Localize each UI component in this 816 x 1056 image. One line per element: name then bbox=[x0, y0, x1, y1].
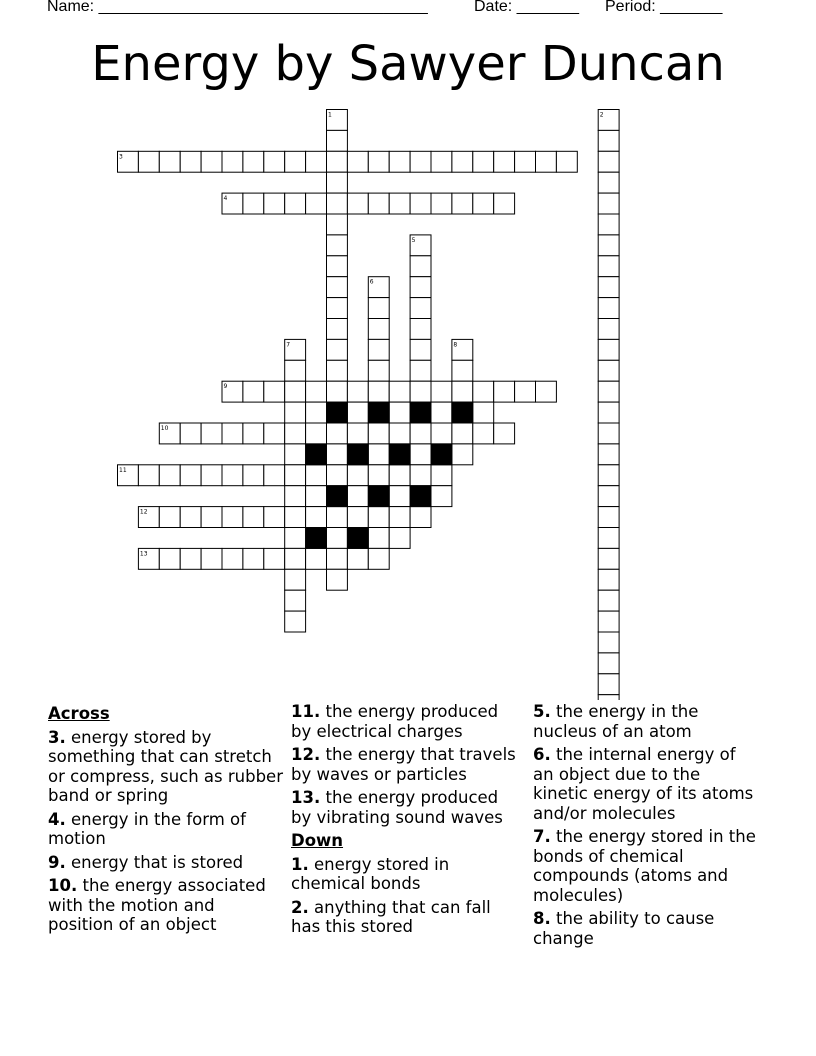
grid-cell[interactable] bbox=[222, 548, 243, 569]
grid-cell[interactable] bbox=[515, 151, 536, 172]
grid-cell[interactable] bbox=[473, 151, 494, 172]
date-field[interactable]: Date: _______ bbox=[474, 0, 579, 15]
grid-cell[interactable] bbox=[159, 507, 180, 528]
grid-cell[interactable] bbox=[159, 465, 180, 486]
grid-cell[interactable] bbox=[285, 611, 306, 632]
grid-cell[interactable] bbox=[201, 151, 222, 172]
clue-number-label: 5 bbox=[411, 236, 416, 244]
clue-number-label: 10 bbox=[160, 425, 169, 432]
grid-cell[interactable] bbox=[243, 423, 264, 444]
grid-cell[interactable] bbox=[389, 402, 410, 423]
grid-cell[interactable] bbox=[327, 193, 348, 214]
grid-cell[interactable] bbox=[264, 151, 285, 172]
grid-cell[interactable] bbox=[431, 151, 452, 172]
clue-text: energy that is stored bbox=[65, 852, 244, 872]
grid-cell[interactable] bbox=[201, 423, 222, 444]
clue-number: 12. bbox=[291, 745, 321, 764]
grid-cell[interactable] bbox=[598, 298, 619, 319]
grid-cell[interactable] bbox=[431, 402, 452, 423]
clue-number: 9. bbox=[48, 852, 66, 872]
grid-cell[interactable] bbox=[598, 590, 619, 611]
grid-cell[interactable] bbox=[306, 548, 327, 569]
clue-across-12 bbox=[291, 745, 523, 784]
grid-cell[interactable] bbox=[264, 507, 285, 528]
grid-cell[interactable] bbox=[598, 423, 619, 444]
grid-cell[interactable] bbox=[368, 360, 389, 381]
grid-cell[interactable] bbox=[285, 381, 306, 402]
grid-cell[interactable] bbox=[598, 277, 619, 298]
grid-block bbox=[431, 444, 452, 465]
grid-cell[interactable] bbox=[452, 423, 473, 444]
grid-cell[interactable] bbox=[306, 423, 327, 444]
clue-number: 1. bbox=[291, 854, 309, 874]
grid-cell[interactable] bbox=[368, 381, 389, 402]
grid-cell[interactable] bbox=[389, 423, 410, 444]
grid-cell[interactable] bbox=[410, 193, 431, 214]
clue-number-label: 4 bbox=[223, 195, 228, 203]
clue-text: the energy produced by vibrating sound waves bbox=[291, 788, 503, 827]
grid-block bbox=[452, 402, 473, 423]
grid-cell[interactable] bbox=[410, 444, 431, 465]
grid-cell[interactable] bbox=[285, 548, 306, 569]
grid-cell[interactable] bbox=[598, 569, 619, 590]
grid-cell[interactable] bbox=[347, 402, 368, 423]
grid-cell[interactable] bbox=[264, 381, 285, 402]
grid-cell[interactable] bbox=[306, 193, 327, 214]
grid-cell[interactable] bbox=[598, 214, 619, 235]
grid-cell[interactable] bbox=[285, 402, 306, 423]
grid-cell[interactable] bbox=[327, 339, 348, 360]
clue-text: energy in the form of motion bbox=[48, 809, 246, 848]
grid-block bbox=[389, 444, 410, 465]
grid-cell[interactable] bbox=[410, 151, 431, 172]
grid-cell[interactable] bbox=[201, 507, 222, 528]
across-heading: Across bbox=[48, 704, 110, 723]
grid-block bbox=[347, 528, 368, 549]
grid-cell[interactable] bbox=[264, 423, 285, 444]
grid-cell[interactable] bbox=[222, 507, 243, 528]
page-title: Energy by Sawyer Duncan bbox=[91, 36, 725, 92]
grid-cell[interactable] bbox=[598, 319, 619, 340]
grid-cell[interactable] bbox=[368, 548, 389, 569]
grid-cell[interactable] bbox=[180, 465, 201, 486]
grid-cell[interactable] bbox=[285, 423, 306, 444]
grid-cell[interactable] bbox=[264, 465, 285, 486]
grid-cell[interactable] bbox=[180, 151, 201, 172]
grid-cell[interactable] bbox=[410, 507, 431, 528]
clue-number-label: 13 bbox=[139, 550, 148, 558]
clue-number-label: 9 bbox=[223, 383, 228, 391]
grid-block bbox=[410, 402, 431, 423]
grid-cell[interactable] bbox=[243, 151, 264, 172]
grid-cell[interactable] bbox=[368, 339, 389, 360]
grid-cell[interactable] bbox=[347, 548, 368, 569]
grid-cell[interactable] bbox=[222, 423, 243, 444]
grid-block bbox=[410, 486, 431, 507]
grid-block bbox=[368, 402, 389, 423]
grid-cell[interactable] bbox=[598, 172, 619, 193]
grid-cell[interactable] bbox=[598, 360, 619, 381]
grid-cell[interactable] bbox=[598, 528, 619, 549]
clue-down-6 bbox=[533, 745, 757, 823]
grid-cell[interactable] bbox=[410, 298, 431, 319]
grid-cell[interactable] bbox=[536, 381, 557, 402]
clue-number: 10. bbox=[48, 876, 78, 895]
grid-cell[interactable] bbox=[327, 256, 348, 277]
grid-cell[interactable] bbox=[368, 319, 389, 340]
grid-cell[interactable] bbox=[327, 507, 348, 528]
grid-cell[interactable] bbox=[327, 298, 348, 319]
clue-number: 6. bbox=[533, 745, 551, 764]
grid-cell[interactable] bbox=[327, 569, 348, 590]
grid-cell[interactable] bbox=[285, 528, 306, 549]
grid-cell[interactable] bbox=[368, 423, 389, 444]
grid-cell[interactable] bbox=[180, 507, 201, 528]
grid-cell[interactable] bbox=[410, 277, 431, 298]
grid-cell[interactable] bbox=[389, 151, 410, 172]
clue-number: 2. bbox=[291, 897, 309, 917]
grid-cell[interactable] bbox=[327, 423, 348, 444]
grid-cell[interactable] bbox=[598, 653, 619, 674]
grid-cell[interactable] bbox=[327, 151, 348, 172]
grid-cell[interactable] bbox=[347, 193, 368, 214]
grid-cell[interactable] bbox=[598, 444, 619, 465]
clue-text: the energy in the nucleus of an atom bbox=[533, 702, 699, 741]
grid-cell[interactable] bbox=[368, 444, 389, 465]
grid-cell[interactable] bbox=[598, 381, 619, 402]
grid-block bbox=[306, 444, 327, 465]
grid-block bbox=[368, 486, 389, 507]
clue-text: energy stored in chemical bonds bbox=[291, 854, 450, 893]
clue-across-11 bbox=[291, 702, 523, 741]
grid-cell[interactable] bbox=[368, 151, 389, 172]
grid-cell[interactable] bbox=[410, 256, 431, 277]
grid-cell[interactable] bbox=[180, 548, 201, 569]
clue-number: 8. bbox=[533, 909, 551, 928]
clue-number-label: 8 bbox=[453, 341, 458, 349]
clue-text: the energy that travels by waves or particles bbox=[291, 745, 516, 784]
grid-cell[interactable] bbox=[431, 465, 452, 486]
grid-cell[interactable] bbox=[598, 486, 619, 507]
grid-cell[interactable] bbox=[243, 465, 264, 486]
grid-cell[interactable] bbox=[264, 193, 285, 214]
grid-cell[interactable] bbox=[452, 381, 473, 402]
grid-cell[interactable] bbox=[368, 507, 389, 528]
grid-cell[interactable] bbox=[285, 193, 306, 214]
grid-cell[interactable] bbox=[598, 339, 619, 360]
grid-cell[interactable] bbox=[327, 444, 348, 465]
grid-cell[interactable] bbox=[243, 507, 264, 528]
down-heading: Down bbox=[291, 831, 344, 850]
grid-cell[interactable] bbox=[598, 465, 619, 486]
grid-block bbox=[306, 528, 327, 549]
grid-cell[interactable] bbox=[285, 507, 306, 528]
grid-cell[interactable] bbox=[598, 611, 619, 632]
grid-cell[interactable] bbox=[452, 360, 473, 381]
clue-number-label: 6 bbox=[369, 278, 374, 286]
grid-cell[interactable] bbox=[431, 381, 452, 402]
grid-cell[interactable] bbox=[389, 486, 410, 507]
grid-cell[interactable] bbox=[598, 130, 619, 151]
grid-cell[interactable] bbox=[201, 465, 222, 486]
grid-cell[interactable] bbox=[368, 298, 389, 319]
clues-column-1 bbox=[48, 702, 284, 939]
grid-cell[interactable] bbox=[243, 381, 264, 402]
clue-number: 4. bbox=[48, 809, 66, 829]
grid-cell[interactable] bbox=[494, 151, 515, 172]
grid-cell[interactable] bbox=[347, 486, 368, 507]
period-field[interactable]: Period: _______ bbox=[605, 0, 723, 15]
grid-cell[interactable] bbox=[410, 465, 431, 486]
grid-cell[interactable] bbox=[347, 507, 368, 528]
grid-cell[interactable] bbox=[285, 360, 306, 381]
grid-cell[interactable] bbox=[598, 507, 619, 528]
name-field[interactable]: Name: _____________________________________ bbox=[47, 0, 428, 15]
grid-cell[interactable] bbox=[327, 235, 348, 256]
clue-text: the energy produced by electrical charges bbox=[291, 702, 499, 741]
grid-cell[interactable] bbox=[410, 381, 431, 402]
grid-cell[interactable] bbox=[368, 528, 389, 549]
grid-cell[interactable] bbox=[389, 465, 410, 486]
grid-cell[interactable] bbox=[306, 151, 327, 172]
grid-cell[interactable] bbox=[452, 444, 473, 465]
clue-number-label: 7 bbox=[286, 341, 291, 349]
grid-cell[interactable] bbox=[243, 548, 264, 569]
grid-cell[interactable] bbox=[138, 151, 159, 172]
grid-cell[interactable] bbox=[515, 381, 536, 402]
grid-cell[interactable] bbox=[389, 193, 410, 214]
grid-cell[interactable] bbox=[327, 548, 348, 569]
grid-cell[interactable] bbox=[285, 465, 306, 486]
grid-cell[interactable] bbox=[473, 381, 494, 402]
grid-cell[interactable] bbox=[222, 151, 243, 172]
grid-block bbox=[347, 444, 368, 465]
grid-cell[interactable] bbox=[473, 402, 494, 423]
grid-cell[interactable] bbox=[327, 381, 348, 402]
grid-cell[interactable] bbox=[222, 465, 243, 486]
grid-cell[interactable] bbox=[473, 193, 494, 214]
grid-cell[interactable] bbox=[389, 528, 410, 549]
clue-across-4 bbox=[48, 810, 284, 849]
grid-cell[interactable] bbox=[347, 465, 368, 486]
grid-cell[interactable] bbox=[264, 548, 285, 569]
clue-number: 5. bbox=[533, 702, 551, 721]
clue-down-1 bbox=[291, 855, 523, 894]
grid-cell[interactable] bbox=[598, 632, 619, 653]
grid-cell[interactable] bbox=[347, 381, 368, 402]
clue-number-label: 1 bbox=[328, 111, 332, 119]
grid-cell[interactable] bbox=[598, 695, 619, 700]
clue-text: energy stored by something that can stretch or compress, such as rubber band or spring bbox=[48, 727, 283, 805]
grid-cell[interactable] bbox=[285, 486, 306, 507]
clue-across-10 bbox=[48, 876, 284, 935]
clue-text: the ability to cause change bbox=[533, 909, 715, 948]
clue-down-7 bbox=[533, 827, 757, 905]
grid-cell[interactable] bbox=[494, 423, 515, 444]
clue-across-3 bbox=[48, 728, 284, 806]
grid-cell[interactable] bbox=[327, 319, 348, 340]
grid-cell[interactable] bbox=[368, 465, 389, 486]
grid-block bbox=[327, 402, 348, 423]
grid-cell[interactable] bbox=[306, 381, 327, 402]
clue-across-13 bbox=[291, 788, 523, 827]
grid-cell[interactable] bbox=[431, 193, 452, 214]
grid-cell[interactable] bbox=[138, 465, 159, 486]
grid-cell[interactable] bbox=[180, 423, 201, 444]
grid-cell[interactable] bbox=[327, 528, 348, 549]
grid-cell[interactable] bbox=[327, 130, 348, 151]
grid-cell[interactable] bbox=[368, 193, 389, 214]
clue-number: 11. bbox=[291, 702, 321, 721]
clue-text: the energy associated with the motion and position of an object bbox=[48, 876, 266, 934]
grid-cell[interactable] bbox=[327, 465, 348, 486]
grid-cell[interactable] bbox=[327, 172, 348, 193]
grid-cell[interactable] bbox=[285, 569, 306, 590]
grid-cell[interactable] bbox=[598, 548, 619, 569]
grid-cell[interactable] bbox=[347, 151, 368, 172]
clue-down-8 bbox=[533, 909, 757, 948]
grid-cell[interactable] bbox=[285, 151, 306, 172]
grid-cell[interactable] bbox=[431, 423, 452, 444]
grid-cell[interactable] bbox=[159, 548, 180, 569]
grid-cell[interactable] bbox=[306, 507, 327, 528]
clue-down-2 bbox=[291, 898, 523, 937]
grid-cell[interactable] bbox=[536, 151, 557, 172]
grid-cell[interactable] bbox=[159, 151, 180, 172]
grid-cell[interactable] bbox=[494, 193, 515, 214]
grid-cell[interactable] bbox=[598, 235, 619, 256]
grid-cell[interactable] bbox=[201, 548, 222, 569]
grid-cell[interactable] bbox=[598, 402, 619, 423]
grid-cell[interactable] bbox=[598, 193, 619, 214]
grid-cell[interactable] bbox=[327, 360, 348, 381]
grid-cell[interactable] bbox=[410, 319, 431, 340]
grid-cell[interactable] bbox=[431, 486, 452, 507]
grid-cell[interactable] bbox=[410, 360, 431, 381]
clue-number: 3. bbox=[48, 727, 66, 747]
clue-number-label: 11 bbox=[119, 466, 127, 474]
clue-text: the energy stored in the bonds of chemical compounds (atoms and molecules) bbox=[533, 827, 756, 905]
clue-number: 13. bbox=[291, 788, 321, 807]
grid-cell[interactable] bbox=[389, 381, 410, 402]
clue-number-label: 3 bbox=[119, 153, 123, 161]
grid-cell[interactable] bbox=[285, 444, 306, 465]
grid-cell[interactable] bbox=[598, 151, 619, 172]
clue-text: the internal energy of an object due to the kinetic energy of its atoms and/or molecules bbox=[533, 745, 754, 823]
clue-number-label: 2 bbox=[599, 111, 604, 119]
grid-cell[interactable] bbox=[306, 465, 327, 486]
grid-cell[interactable] bbox=[452, 193, 473, 214]
clue-across-9 bbox=[48, 853, 284, 873]
grid-cell[interactable] bbox=[347, 423, 368, 444]
grid-cell[interactable] bbox=[327, 277, 348, 298]
grid-cell[interactable] bbox=[494, 381, 515, 402]
grid-cell[interactable] bbox=[556, 151, 577, 172]
grid-cell[interactable] bbox=[598, 256, 619, 277]
clues-column-2 bbox=[291, 702, 523, 941]
grid-cell[interactable] bbox=[327, 214, 348, 235]
grid-cell[interactable] bbox=[285, 590, 306, 611]
grid-cell[interactable] bbox=[598, 674, 619, 695]
grid-cell[interactable] bbox=[473, 423, 494, 444]
grid-block bbox=[327, 486, 348, 507]
grid-cell[interactable] bbox=[410, 423, 431, 444]
grid-cell[interactable] bbox=[243, 193, 264, 214]
grid-cell[interactable] bbox=[306, 486, 327, 507]
grid-cell[interactable] bbox=[306, 402, 327, 423]
clue-number: 7. bbox=[533, 827, 551, 846]
grid-cell[interactable] bbox=[389, 507, 410, 528]
clue-number-label: 12 bbox=[139, 508, 148, 516]
grid-cell[interactable] bbox=[410, 339, 431, 360]
clue-down-5 bbox=[533, 702, 757, 741]
grid-cell[interactable] bbox=[452, 151, 473, 172]
clue-text: anything that can fall has this stored bbox=[291, 897, 491, 936]
clues-column-3 bbox=[533, 702, 757, 952]
